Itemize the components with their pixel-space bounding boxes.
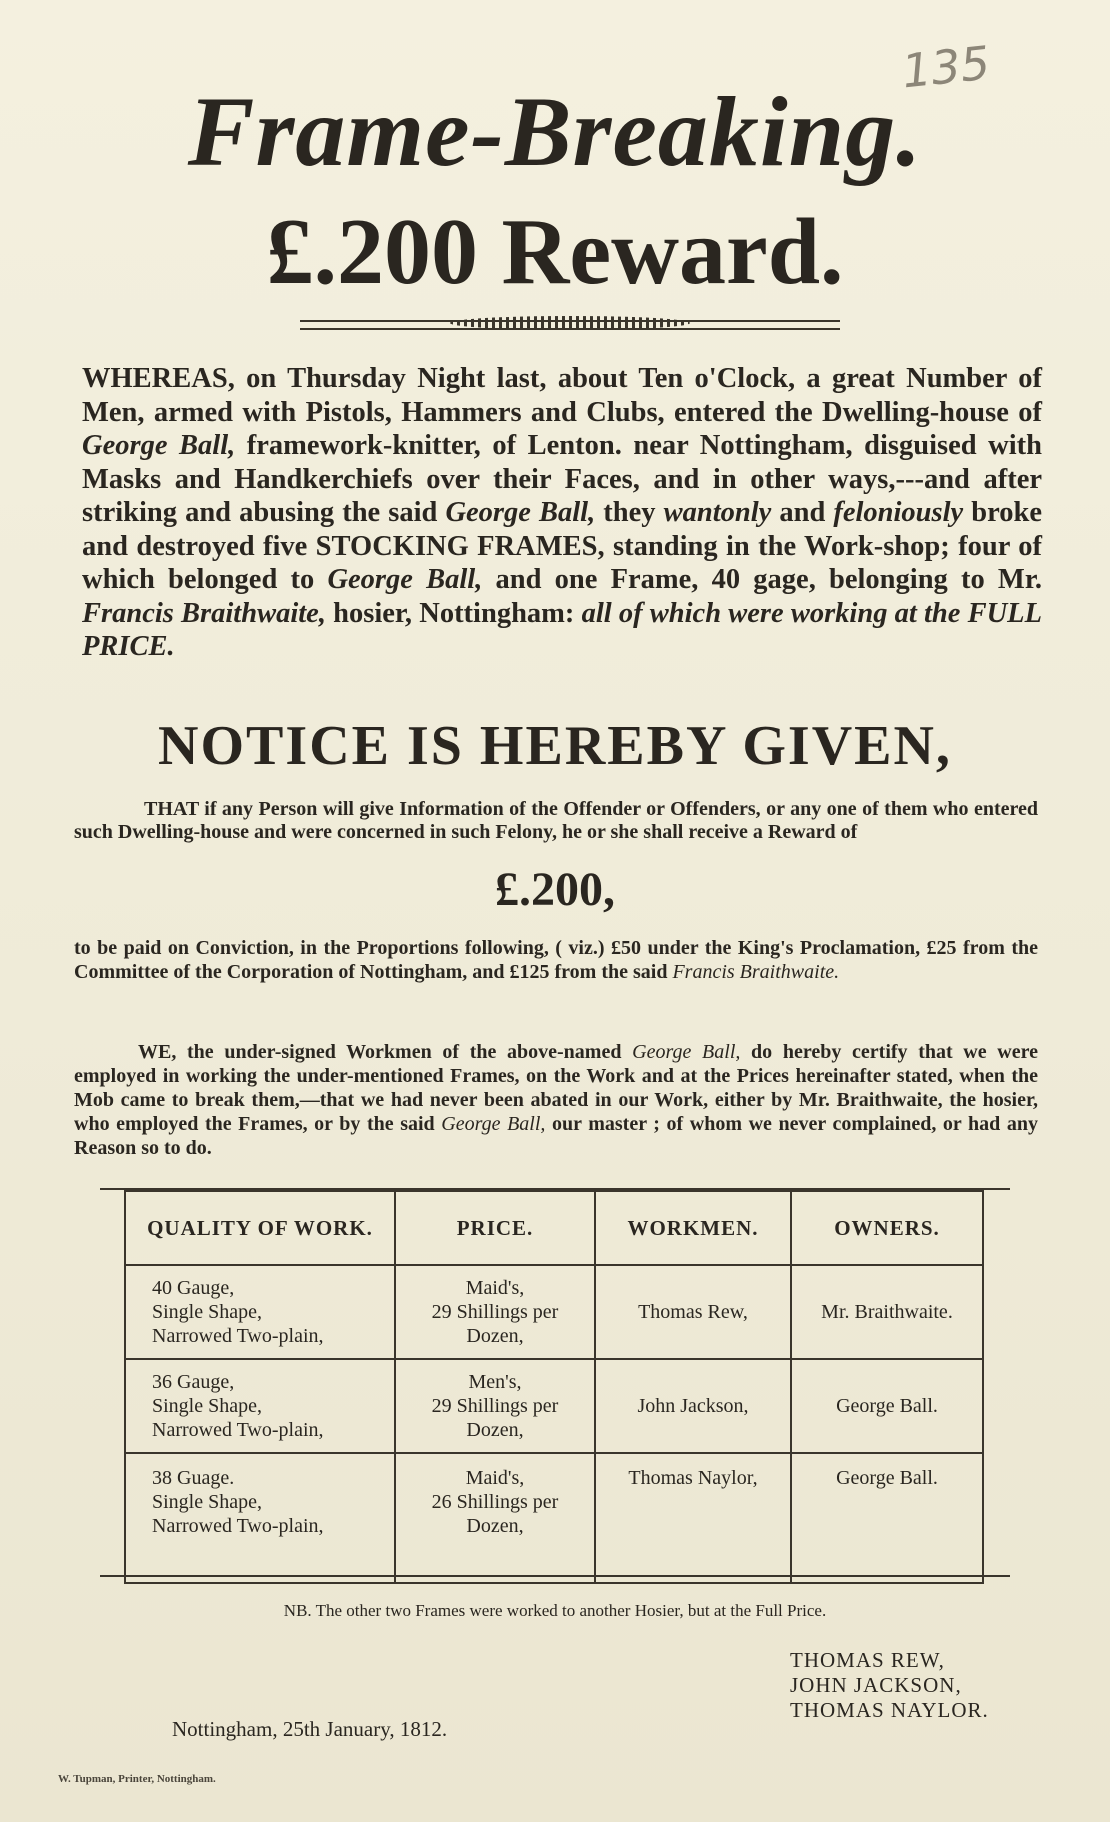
header-workmen: WORKMEN.: [595, 1191, 791, 1265]
signer-name: THOMAS NAYLOR.: [790, 1698, 989, 1722]
owner-cell: Mr. Braithwaite.: [791, 1265, 983, 1359]
header-owners: OWNERS.: [791, 1191, 983, 1265]
signer-name: JOHN JACKSON,: [790, 1673, 962, 1697]
name-francis-braithwaite: Francis Braithwaite.: [672, 961, 840, 983]
word-feloniously: feloniously: [833, 497, 964, 528]
table-header-row: [125, 1191, 983, 1265]
page-title: Frame-Breaking.: [187, 76, 923, 187]
header-quality: QUALITY OF WORK.: [125, 1191, 395, 1265]
owner-cell: George Ball.: [791, 1453, 983, 1583]
name-george-ball: George Ball,: [445, 497, 596, 528]
full-price-clause: all of which were working at the FULL PRICE.: [82, 597, 1042, 662]
nb-note: NB. The other two Frames were worked to another Hosier, but at the Full Price.: [283, 1601, 827, 1620]
printer-imprint: W. Tupman, Printer, Nottingham.: [58, 1773, 216, 1785]
workman-cell: John Jackson,: [595, 1359, 791, 1453]
table-row: [125, 1453, 983, 1583]
signatories: [790, 1648, 1050, 1723]
signer-name: THOMAS REW,: [790, 1648, 945, 1672]
notice-heading: NOTICE IS HEREBY GIVEN,: [158, 715, 952, 777]
certification-paragraph: WE, the under-signed Workmen of the above-named George Ball, do hereby certify that we were employed in working the under-mentioned Frames, on the Work and at the Prices hereinafter stated, when the Mob came to break them,—that we had never been abated in our Work, either by Mr. Braithwaite, the hosier, who employed the Frames, or by the said George Ball, our master ; of whom we never complained, or had any Reason so to do.: [74, 1041, 1039, 1159]
price-cell: Men's, 29 Shillings per Dozen,: [395, 1359, 595, 1453]
information-paragraph: THAT if any Person will give Information of the Offender or Offenders, or any one of them who entered such Dwelling-house and were concerned in such Felony, he or she shall receive a Reward of: [74, 798, 1038, 843]
name-george-ball: George Ball,: [82, 430, 236, 461]
workman-cell: Thomas Rew,: [595, 1265, 791, 1359]
name-george-ball: George Ball,: [327, 564, 483, 595]
quality-cell: 36 Gauge, Single Shape, Narrowed Two-plain,: [125, 1359, 395, 1453]
name-francis-braithwaite: Francis Braithwaite,: [82, 597, 326, 629]
quality-cell: 38 Guage. Single Shape, Narrowed Two-plain,: [125, 1453, 395, 1583]
reward-amount: £.200,: [495, 863, 615, 916]
frames-table: [124, 1190, 984, 1584]
ornamental-rule-flourish: [450, 316, 690, 330]
workman-cell: Thomas Naylor,: [595, 1453, 791, 1583]
price-cell: Maid's, 29 Shillings per Dozen,: [395, 1265, 595, 1359]
quality-cell: 40 Gauge, Single Shape, Narrowed Two-plain,: [125, 1265, 395, 1359]
owner-cell: George Ball.: [791, 1359, 983, 1453]
word-wantonly: wantonly: [663, 497, 772, 528]
price-cell: Maid's, 26 Shillings per Dozen,: [395, 1453, 595, 1583]
archive-number: 135: [899, 35, 993, 99]
table-row: [125, 1359, 983, 1453]
table-row: [125, 1265, 983, 1359]
table-bottom-rule: [100, 1575, 1010, 1577]
name-george-ball: George Ball,: [441, 1113, 546, 1135]
date-line: Nottingham, 25th January, 1812.: [172, 1717, 448, 1741]
conviction-paragraph: to be paid on Conviction, in the Proportions following, ( viz.) £50 under the King's Proclamation, £25 from the Committee of the Corporation of Nottingham, and £125 from the said Francis Braithwaite.: [74, 937, 1038, 983]
header-price: PRICE.: [395, 1191, 595, 1265]
reward-heading: £.200 Reward.: [266, 200, 844, 304]
name-george-ball: George Ball,: [632, 1041, 741, 1063]
whereas-paragraph: WHEREAS, on Thursday Night last, about Ten o'Clock, a great Number of Men, armed with Pistols, Hammers and Clubs, entered the Dwelling-house of George Ball, framework-knitter, of Lenton. near Nottingham, disguised with Masks and Handkerchiefs over their Faces, and in other ways,---and after striking and abusing the said George Ball, they wantonly and feloniously broke and destroyed five STOCKING FRAMES, standing in the Work-shop; four of which belonged to George Ball, and one Frame, 40 gage, belonging to Mr. Francis Braithwaite, hosier, Nottingham: all of which were working at the FULL PRICE.: [82, 363, 1042, 662]
